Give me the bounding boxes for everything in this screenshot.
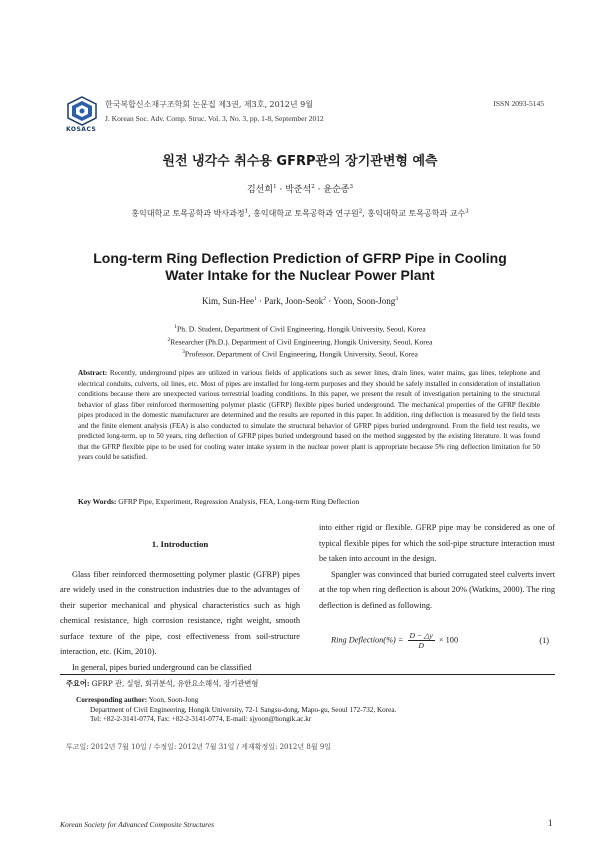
equation-fraction [408,631,435,650]
equation-denominator: D [418,641,424,650]
title-korean: 원전 냉각수 취수용 GFRP관의 장기관변형 예측 [162,154,438,169]
keywords-label: Key Words: [78,497,117,506]
affiliation-line: $^2$Researcher (Ph.D.). Department of Civil Engineering, Hongik University, Seoul, Korea [167,336,433,346]
equation-numerator: D − △y [409,631,433,640]
section-heading: 1. Introduction [151,539,209,549]
affiliation-sup: 1 [244,208,249,215]
keywords-text: GFRP Pipe, Experiment, Regression Analysis, FEA, Long-term Ring Deflection [118,497,360,506]
affiliation-line: $^3$Professor, Department of Civil Engineering, Hongik University, Seoul, Korea [182,349,418,359]
issn: ISSN 2093-5145 [493,99,544,108]
equation-expression [331,631,458,650]
affiliation: 홍익대학교 토목공학과 교수 [367,209,466,218]
corresponding-author-line [76,696,396,706]
equation-lhs: Ring Deflection(%) = [331,635,404,645]
affiliations-korean: 홍익대학교 토목공학과 박사과정$^1$, 홍익대학교 토목공학과 연구원$^2$, 홍익대학교 토목공학과 교수$^3$ [131,208,469,218]
author-sup: 1 [253,296,257,302]
affiliation-sup: 2 [358,208,363,215]
corresponding-author-name: Yoon, Soon-Jong [148,696,199,704]
received-dates: 투고일: 2012년 7월 10일 / 수정일: 2012년 7월 31일 / 게재확정일: 2012년 8월 9일 [66,743,332,751]
separator: · [258,296,262,306]
equation-multiplier: × 100 [438,635,459,645]
separator: · [328,296,332,306]
footnote-divider [60,674,555,675]
equation [319,627,555,655]
body-column-right [319,520,555,655]
separator: · [279,185,283,195]
author-sup: 3 [395,296,399,302]
kosacs-logo-icon [66,96,98,126]
author-name: 김선희 [246,185,274,195]
affiliation-sup: 3 [465,208,469,215]
corresponding-author-label: Corresponding author: [76,696,148,704]
footnote-keywords-label: 주요어: [66,679,90,688]
paragraph: into either rigid or flexible. GFRP pipe may be considered as one of typical flexible pipes for which the soil-pipe structure interaction must be taken into account in the design. [319,523,555,563]
footnote-keywords-korean [66,679,258,689]
author-name: 윤순종 [323,185,350,195]
title-english: Long-term Ring Deflection Prediction of GFRP Pipe in Cooling Water Intake for the Nuclear Power Plant [93,250,507,283]
authors-korean [0,182,600,195]
paragraph: Glass fiber reinforced thermosetting polymer plastic (GFRP) pipes are widely used in the construction industries due to the advantages of their superior mechanical and physical characteristics such as high chemical resistance, high corrosion resistance, right weight, smooth surface texture of the pipe, cost effectiveness from soil-structure interaction, etc. (Kim, 2010). [60,569,300,656]
journal-name-korean: 한국복합신소재구조학회 논문집 제3권, 제3호, 2012년 9월 [105,100,313,109]
affiliation: 홍익대학교 토목공학과 박사과정 [131,209,245,218]
affiliation: 홍익대학교 토목공학과 연구원 [253,209,359,218]
author-name: Yoon, Soon-Jong [333,296,396,306]
keywords [78,497,540,506]
equation-number: (1) [539,636,549,645]
page-number: 1 [548,818,553,828]
body-column-left [60,525,300,675]
journal-name-english: J. Korean Soc. Adv. Comp. Struc. Vol. 3, No. 3, pp. 1-8, September 2012 [105,114,324,123]
abstract-text: Recently, underground pipes are utilized in various fields of applications such as sewer lines, drain lines, water mains, gas lines, telephone and electrical conduits, culverts, oil lines, etc. Most of pipes are installed for long-term purposes and they should be safely installed in consideration of installation conditions because there are unexpected various terrestrial loading conditions. In this paper, we present the result of investigation pertaining to the structural behavior of glass fiber reinforced thermosetting polymer plastic (GFRP) flexible pipes buried underground. The mechanical properties of the GFRP flexible pipes produced in the domestic manufacturer are determined and the results are reported in this paper. In addition, ring deflection is measured by the field tests and the finite element analysis (FEA) is also conducted to simulate the structural behavior of GFRP pipes buried underground. From the field test results, we predicted long-term, up to 50 years, ring deflection of GFRP pipes buried underground based on the method suggested by the existing literature. It was found that the GFRP flexible pipe to be used for cooling water intake system in the nuclear power plant is appropriate because 5% ring deflection limitation for 50 years could be satisfied. [78,369,540,461]
author-sup: 3 [349,184,354,190]
author-name: Kim, Sun-Hee [201,296,254,306]
author-name: Park, Joon-Seok [264,296,324,306]
corresponding-author-dept: Department of Civil Engineering, Hongik University, 72-1 Sangsu-dong, Mapo-gu, Seoul 172-732, Korea. [90,705,397,714]
authors-english [0,296,600,306]
paragraph: In general, pipes buried underground can be classified [72,662,252,672]
author-sup: 2 [311,184,315,190]
affiliation-line: $^1$Ph. D. Student, Department of Civil Engineering, Hongik University, Seoul, Korea [174,324,426,334]
separator: · [317,185,321,195]
abstract-label: Abstract: [78,369,108,377]
author-sup: 1 [273,184,277,190]
abstract [78,368,540,463]
logo-text: KOSACS [66,126,97,133]
footnote-keywords-text: GFRP 관, 실험, 회귀분석, 유한요소해석, 장기관변형 [91,679,259,688]
author-name: 박준석 [285,185,312,195]
affiliations-english [0,322,600,360]
footer-society: Korean Society for Advanced Composite Structures [60,820,215,829]
corresponding-author-contact: Tel: +82-2-3141-0774, Fax: +82-2-3141-0774, E-mail: sjyoon@hongik.ac.kr [90,715,312,723]
author-sup: 2 [323,296,326,302]
paragraph: Spangler was convinced that buried corrugated steel culverts invert at the top when ring deflection is about 20% (Watkins, 2000). The ring deflection is defined as following. [319,569,555,610]
corresponding-author [76,696,396,725]
